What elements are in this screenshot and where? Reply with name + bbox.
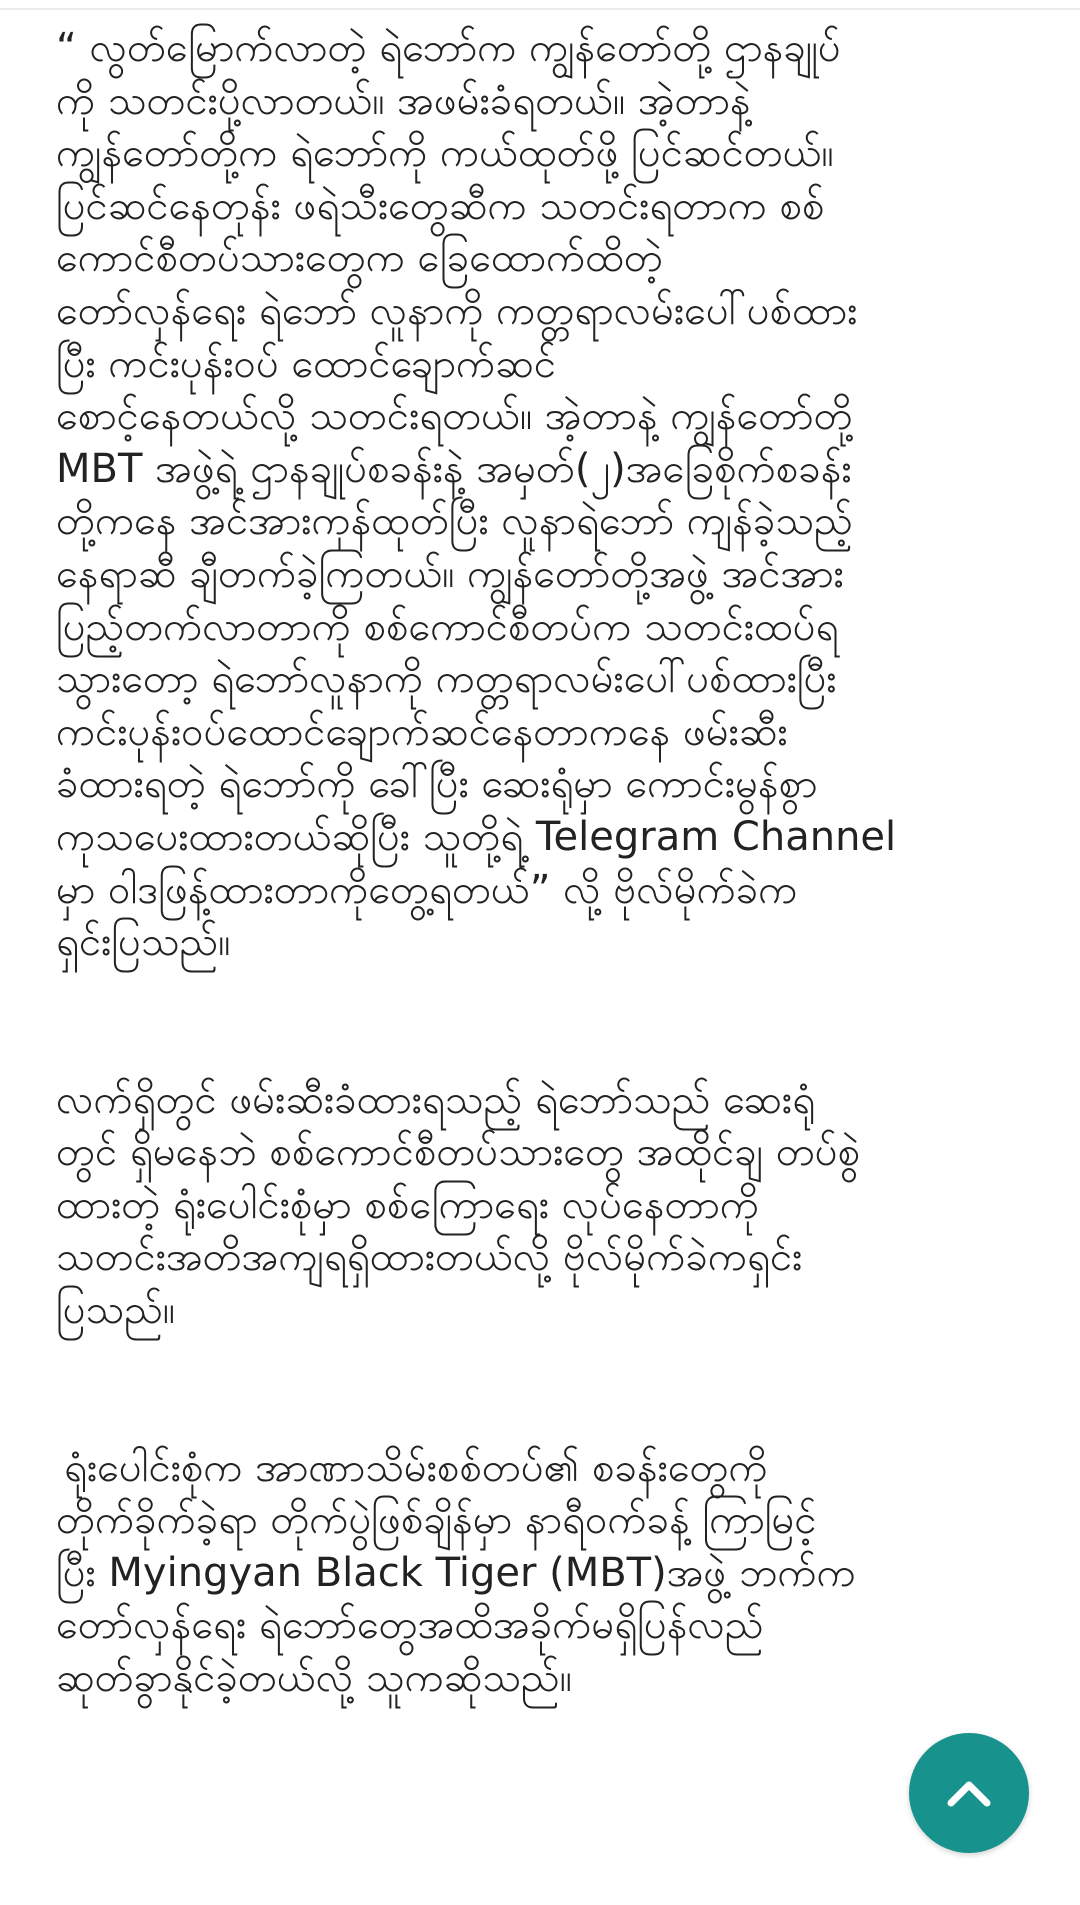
text-line: ပြင်ဆင်နေတုန်း ဖရဲသီးတွေဆီက သတင်းရတာက စစ်	[56, 182, 825, 229]
text-line: တွင် ရှိမနေဘဲ စစ်ကောင်စီတပ်သားတွေ အထိုင်ချ တပ်စွဲ	[56, 1129, 861, 1176]
text-line: သတင်းအတိအကျရရှိထားတယ်လို့ ဗိုလ်မိုက်ခဲကရှင်း	[56, 1234, 803, 1281]
text-line: ကို သတင်းပို့လာတယ်။ အဖမ်းခံရတယ်။ အဲ့တာနဲ့	[56, 77, 751, 124]
text-line: မှာ ဝါဒဖြန့်ထားတာကိုတွေ့ရတယ်” လို့ ဗိုလ်မိုက်ခဲက	[56, 866, 798, 913]
article-paragraph	[56, 1442, 1026, 1705]
text-line: သွားတော့ ရဲဘော်လူနာကို ကတ္တရာလမ်းပေါ်ပစ်ထားပြီး	[56, 656, 837, 703]
text-line: နေရာဆီ ချီတက်ခဲ့ကြတယ်။ ကျွန်တော်တို့အဖွဲ့ အင်အား	[56, 550, 844, 597]
chevron-up-icon	[943, 1767, 995, 1819]
text-line: MBT အဖွဲ့ရဲ့ ဌာနချုပ်စခန်းနဲ့ အမှတ်(၂)အခြေစိုက်စခန်း	[56, 445, 852, 492]
text-line: ကုသပေးထားတယ်ဆိုပြီး သူတို့ရဲ့ Telegram Channel	[56, 813, 897, 860]
text-line: ထားတဲ့ ရုံးပေါင်းစုံမှာ စစ်ကြောရေး လုပ်နေတာကို	[56, 1181, 759, 1228]
text-line: စောင့်နေတယ်လို့ သတင်းရတယ်။ အဲ့တာနဲ့ ကျွန်တော်တို့	[56, 393, 853, 440]
text-line: ပြီး Myingyan Black Tiger (MBT)အဖွဲ့ ဘက်က	[56, 1549, 856, 1596]
text-line: တော်လှန်ရေး ရဲဘော်တွေအထိအခိုက်မရှိပြန်လည်	[56, 1602, 764, 1649]
top-divider	[0, 8, 1080, 10]
text-line: လက်ရှိတွင် ဖမ်းဆီးခံထားရသည့် ရဲဘော်သည် ဆေးရုံ	[56, 1076, 816, 1123]
text-line: ရုံးပေါင်းစုံက အာဏာသိမ်းစစ်တပ်၏ စခန်းတွေကို	[64, 1444, 768, 1491]
text-line: ပြည့်တက်လာတာကို စစ်ကောင်စီတပ်က သတင်းထပ်ရ	[56, 603, 839, 650]
text-line: ပြီး ကင်းပုန်းဝပ် ထောင်ချောက်ဆင်	[56, 340, 556, 387]
text-line: ကျွန်တော်တို့က ရဲဘော်ကို ကယ်ထုတ်ဖို့ ပြင်ဆင်တယ်။	[56, 130, 834, 177]
text-line: ရှင်းပြသည်။	[56, 919, 231, 966]
text-line: ကောင်စီတပ်သားတွေက ခြေထောက်ထိတဲ့	[56, 235, 663, 282]
text-line: ပြသည်။	[56, 1287, 175, 1334]
scroll-to-top-button[interactable]	[909, 1733, 1029, 1853]
text-line: ဆုတ်ခွာနိုင်ခဲ့တယ်လို့ သူကဆိုသည်။	[56, 1655, 572, 1702]
text-line: ကင်းပုန်းဝပ်ထောင်ချောက်ဆင်နေတာကနေ ဖမ်းဆီး	[56, 708, 788, 755]
text-line: တို့ကနေ အင်အားကုန်ထုတ်ပြီး လူနာရဲဘော် ကျန်ခဲ့သည့်	[56, 498, 853, 545]
article-body	[56, 22, 1026, 1705]
article-paragraph	[56, 22, 1026, 969]
text-line: ခံထားရတဲ့ ရဲဘော်ကို ခေါ်ပြီး ဆေးရုံမှာ ကောင်းမွန်စွာ	[56, 761, 818, 808]
text-line: တော်လှန်ရေး ရဲဘော် လူနာကို ကတ္တရာလမ်းပေါ်ပစ်ထား	[56, 287, 858, 334]
article-paragraph	[56, 1074, 1026, 1337]
text-line: တိုက်ခိုက်ခဲ့ရာ တိုက်ပွဲဖြစ်ချိန်မှာ နာရီဝက်ခန့် ကြာမြင့်	[56, 1497, 817, 1544]
text-line: “ လွတ်မြောက်လာတဲ့ ရဲဘော်က ကျွန်တော်တို့ ဌာနချုပ်	[56, 25, 841, 71]
